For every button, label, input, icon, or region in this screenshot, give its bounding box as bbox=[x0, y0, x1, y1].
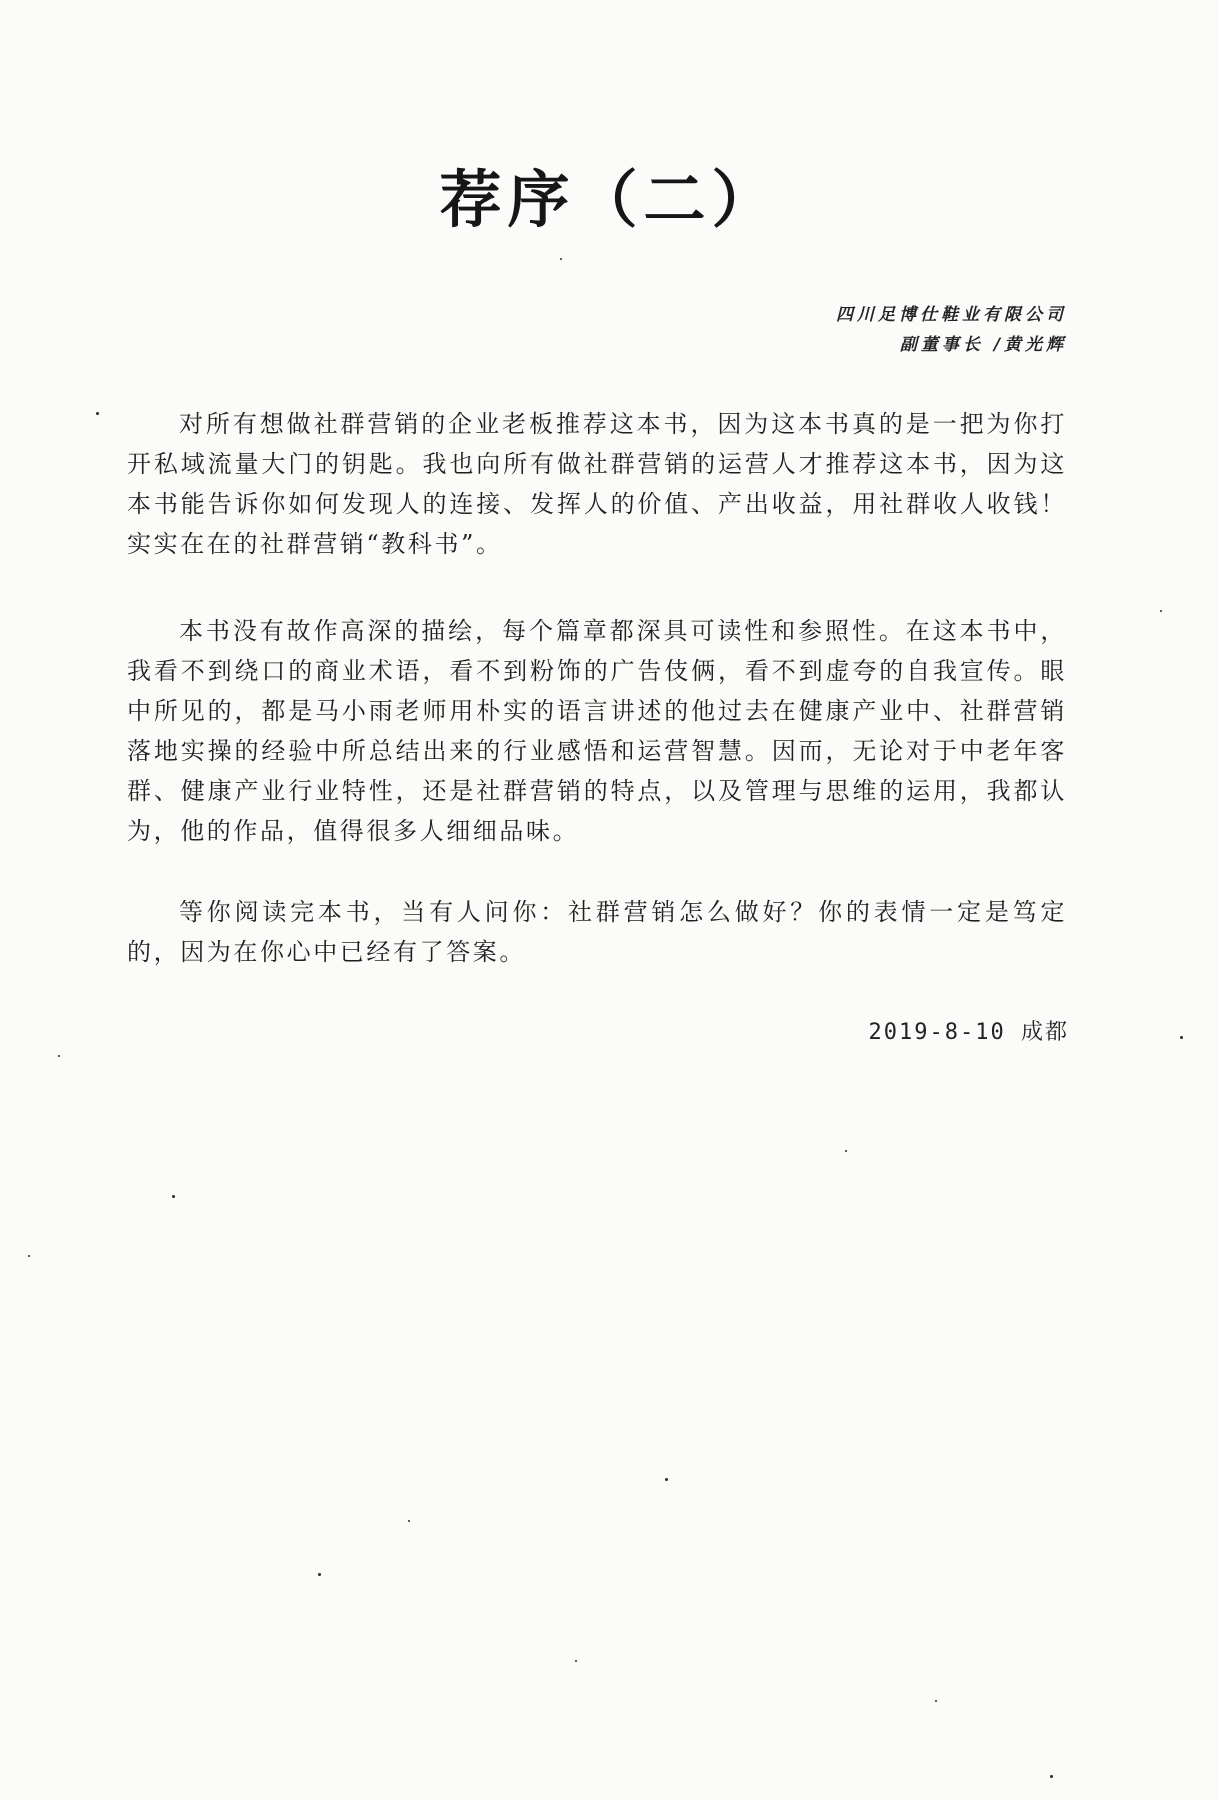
scan-speck bbox=[28, 1255, 30, 1257]
author-company: 四川足博仕鞋业有限公司 bbox=[836, 305, 1067, 325]
date-and-place: 2019-8-10 成都 bbox=[868, 1020, 1069, 1045]
scan-speck bbox=[560, 258, 562, 260]
paragraph-2: 本书没有故作高深的描绘，每个篇章都深具可读性和参照性。在这本书中，我看不到绕口的商业术语，看不到粉饰的广告伎俩，看不到虚夸的自我宣传。眼中所见的，都是马小雨老师用朴实的语言讲述的他过去在健康产业中、社群营销落地实操的经验中所总结出来的行业感悟和运营智慧。因而，无论对于中老年客群、健康产业行业特性，还是社群营销的特点，以及管理与思维的运用，我都认为，他的作品，值得很多人细细品味。 bbox=[127, 617, 1067, 845]
scan-speck bbox=[1050, 1775, 1053, 1778]
author-position: 副董事长 /黄光辉 bbox=[899, 335, 1067, 355]
author-byline bbox=[836, 300, 1067, 360]
page-title: 荐序（二） bbox=[439, 163, 780, 236]
scan-speck bbox=[172, 1195, 175, 1198]
paragraph-1: 对所有想做社群营销的企业老板推荐这本书，因为这本书真的是一把为你打开私域流量大门的钥匙。我也向所有做社群营销的运营人才推荐这本书，因为这本书能告诉你如何发现人的连接、发挥人的价值、产出收益，用社群收人收钱！实实在在的社群营销“教科书”。 bbox=[127, 410, 1067, 558]
scan-speck bbox=[96, 412, 99, 415]
scan-speck bbox=[318, 1573, 321, 1576]
scan-speck bbox=[935, 1700, 937, 1702]
scan-speck bbox=[408, 1520, 410, 1522]
scan-speck bbox=[575, 1660, 577, 1662]
scan-speck bbox=[1160, 610, 1162, 612]
scan-speck bbox=[665, 1478, 668, 1481]
scan-speck bbox=[845, 1150, 847, 1152]
scan-speck bbox=[58, 1055, 60, 1057]
scan-speck bbox=[1180, 1036, 1183, 1039]
paragraph-3: 等你阅读完本书，当有人问你：社群营销怎么做好？你的表情一定是笃定的，因为在你心中已经有了答案。 bbox=[127, 898, 1067, 966]
